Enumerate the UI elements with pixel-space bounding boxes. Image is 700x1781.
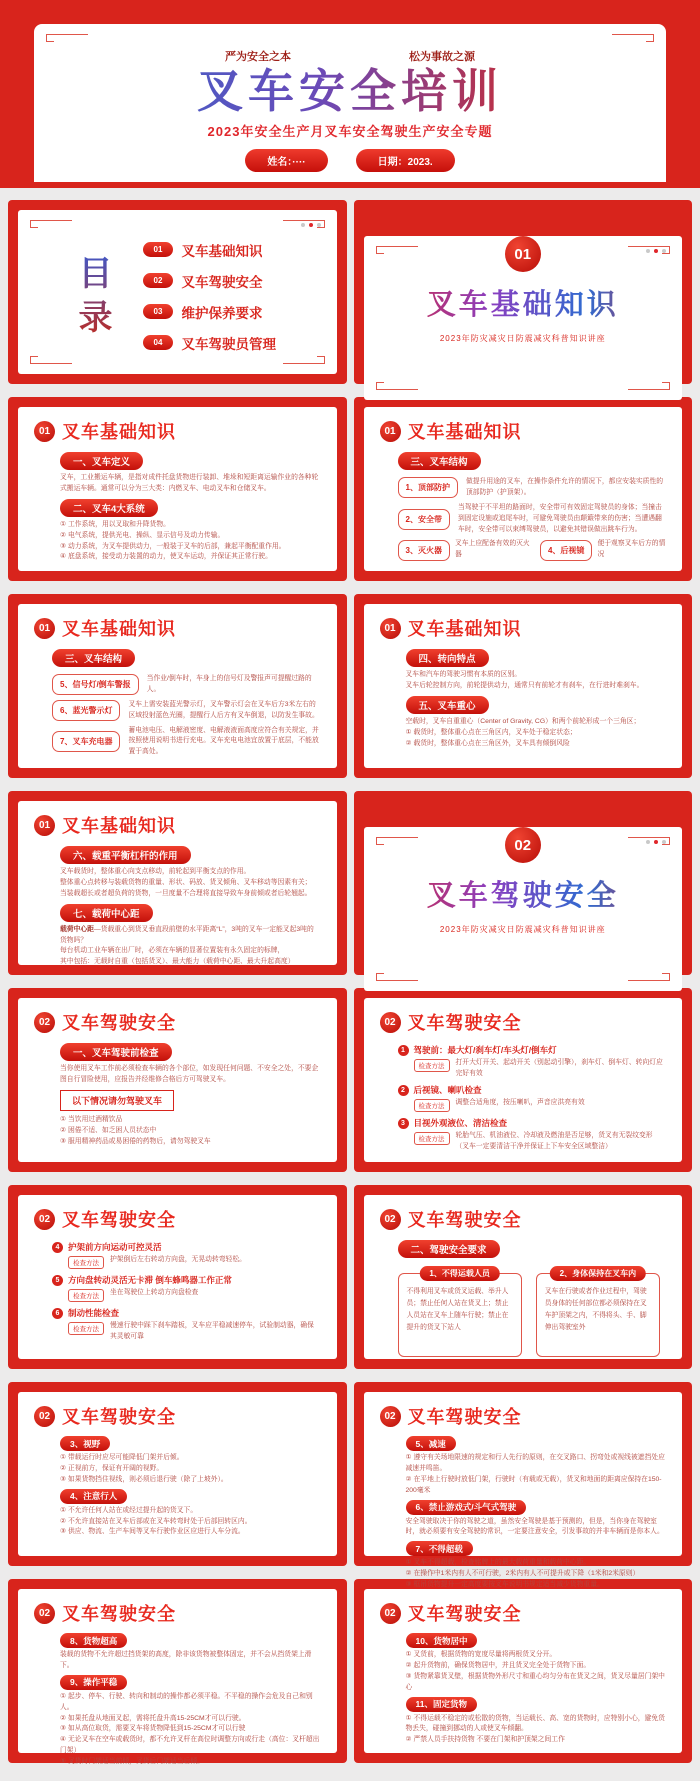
slide-section-02[interactable] (354, 791, 693, 975)
text-line: 空载时，叉车自重重心（Center of Gravity, CG）和两个前轮形成一个三角区； (405, 717, 641, 725)
text-line: 安全驾驶取决于你的驾驶之道，虽然安全驾驶是基于预测的，但是，当你身在驾驶室时，就必须要有安全驾驶的常识，一定要注意安全，引发事故的并非车辆而是你本人。 (405, 1517, 664, 1536)
numbered-item (52, 1241, 321, 1253)
paragraph (60, 1692, 321, 1768)
text-line: ② 在平地上行驶时放低门架，行驶时（有载或无载），货叉和地面的距离应保持在150-200毫米 (405, 1475, 662, 1494)
pagination-dot (654, 840, 658, 844)
paragraph (60, 867, 321, 900)
lead-rest: —货载重心到货叉垂直段前壁的水平距离“L”，3吨的叉车一定能叉起3吨的货物吗？ (60, 925, 314, 944)
corner-ornament (46, 34, 88, 46)
slide-number-badge: 01 (34, 421, 55, 442)
section-pill: 五、叉车重心 (406, 696, 489, 714)
paragraph (406, 1714, 667, 1747)
check-method-row (68, 1321, 321, 1342)
toc-item-label: 叉车基础知识 (181, 243, 263, 259)
slide-driving-precheck[interactable] (8, 988, 347, 1172)
warning-box: 以下情况请勿驾驶叉车 (60, 1090, 174, 1111)
text-line: ① 不允许任何人站在或经过提升起的货叉下。 (60, 1506, 198, 1514)
requirement-box-title: 2、身体保持在叉车内 (550, 1266, 646, 1281)
numbered-item (398, 1044, 667, 1056)
section-pill: 六、载重平衡杠杆的作用 (60, 846, 191, 864)
numbered-item (52, 1274, 321, 1286)
section-number-circle: 02 (505, 827, 541, 863)
slide-title: 叉车基础知识 (62, 422, 176, 442)
toc-item-number: 03 (143, 304, 174, 319)
labeled-row (52, 674, 321, 696)
paragraph (60, 1115, 321, 1148)
toc-item-label: 维护保养要求 (181, 305, 263, 321)
toc-title (79, 252, 113, 340)
sub-section-pill: 7、不得超载 (406, 1541, 473, 1556)
pagination-dot (301, 223, 305, 227)
text-line: 装载的货物不允许超过挡货架的高度，除非该货物被整体固定，并不会从挡货架上滑下。 (60, 1651, 312, 1669)
slide-basics-load-center[interactable] (8, 791, 347, 975)
numbered-item (398, 1117, 667, 1129)
pagination-dot (662, 840, 666, 844)
text-line: 叉车后轮控制方向，前轮提供动力，通常只有前轮才有刹车，在行进时难刹车。 (405, 681, 644, 689)
slide-title: 叉车驾驶安全 (407, 1013, 522, 1033)
check-method-tag: 检查方法 (68, 1256, 104, 1269)
check-method-row (414, 1058, 667, 1079)
text-line: ④ 底盘系统，接受动力装置的动力，使叉车运动，并保证其正常行驶。 (60, 553, 272, 561)
check-method-text: 坐在驾驶位上转动方向盘检查 (110, 1289, 199, 1296)
check-method-row (68, 1288, 321, 1302)
toc-item-number: 02 (143, 273, 174, 288)
labeled-row (52, 726, 321, 759)
slide-title: 叉车驾驶安全 (407, 1407, 522, 1427)
pagination-dots (646, 840, 666, 844)
sub-section-pill: 4、注意行人 (60, 1489, 127, 1504)
text-line: ③ 货物紧靠货叉壁，根据货物外形尺寸和重心均匀分布在货叉之间，货叉尽量居门架中心 (405, 1672, 665, 1691)
sub-section-pill: 11、固定货物 (406, 1697, 478, 1712)
section-subtitle: 2023年防灾减灾日防震减灾科普知识讲座 (439, 925, 606, 934)
paragraph (60, 946, 321, 968)
item-number-circle: 1 (398, 1045, 409, 1056)
corner-ornament (612, 34, 654, 46)
item-number-circle: 5 (52, 1275, 63, 1286)
item-number-circle: 6 (52, 1308, 63, 1319)
toc-title-char: 录 (78, 299, 113, 337)
slide-basics-structure-2[interactable] (8, 594, 347, 778)
slide-number-badge: 01 (380, 618, 401, 639)
pagination-dots (646, 249, 666, 253)
toc-item[interactable] (143, 302, 276, 322)
text-line: ③ 框吊货物提升一定高度要按叉车说明书规定适当减少货物重量。 (405, 1581, 604, 1588)
text-line: 叉车，工业搬运车辆，是指对成件托盘货物进行装卸、堆垛和短距离运输作业的各种轮式搬运车辆。通常可以分为三大类：内燃叉车、电动叉车和仓储叉车。 (60, 474, 319, 492)
check-method-text: 轮胎气压、机油液位、冷却液及燃油是否足够，货叉有无裂纹变形（叉车一定要清洁干净并保证上下车安全区域整洁） (455, 1132, 653, 1150)
labeled-row-pair (398, 539, 667, 561)
section-pill: 二、驾驶安全要求 (398, 1240, 500, 1258)
name-pill: 姓名：···· (245, 149, 327, 172)
text-line: ② 起升货物前，确保货物居中，并且货叉完全处于货物下面。 (405, 1661, 591, 1669)
paragraph (406, 1650, 667, 1694)
toc-item-label: 叉车驾驶员管理 (181, 336, 276, 352)
slide-title: 叉车驾驶安全 (407, 1604, 522, 1624)
item-label: 制动性能检查 (68, 1308, 120, 1318)
text-line: ① 带载运行时应尽可能降低门架并后倾。 (60, 1454, 184, 1461)
cover-title: 叉车安全培训 (34, 66, 666, 117)
toc-item[interactable] (143, 240, 276, 260)
item-number-circle: 4 (52, 1242, 63, 1253)
section-pill: 二、叉车4大系统 (60, 499, 158, 517)
slide-number-badge: 02 (34, 1209, 55, 1230)
corner-ornament (376, 969, 418, 981)
requirement-box (398, 1269, 522, 1357)
labeled-row (398, 503, 667, 536)
pagination-dot (317, 223, 321, 227)
slide-title: 叉车基础知识 (62, 619, 176, 639)
paragraph (406, 670, 667, 692)
pagination-dot (662, 249, 666, 253)
paragraph (60, 520, 321, 564)
text-line: ① 叉货前，根据货物的宽度尽量将两根货叉分开。 (405, 1651, 557, 1658)
slide-number-badge: 02 (380, 1012, 401, 1033)
item-number-circle: 3 (398, 1118, 409, 1129)
text-line: 每台机动工业车辆在出厂时，必须在车辆的显著位置装有永久固定的标牌， (60, 947, 285, 955)
item-text: 叉车上需安装蓝光警示灯，叉车警示灯会在叉车后方3米左右的区域投射蓝色光圈，提醒行人后方有叉车倒退，以防发生事故。 (128, 700, 319, 719)
slide-title: 叉车驾驶安全 (62, 1604, 176, 1624)
pagination-dot (654, 249, 658, 253)
slide-number-badge: 02 (380, 1406, 401, 1427)
slide-number-badge: 02 (34, 1406, 55, 1427)
date-pill: 日期：2023. (356, 149, 455, 172)
paragraph (406, 717, 667, 750)
text-line: ① 起步、停车、行驶、转向和制动的操作都必须平稳。不平稳的操作会危及自己和别人。 (60, 1692, 313, 1711)
sub-section-pill: 10、货物居中 (406, 1633, 478, 1648)
slide-title: 叉车基础知识 (407, 422, 522, 442)
item-number-circle: 2 (398, 1085, 409, 1096)
paragraph (60, 473, 321, 495)
requirement-box (536, 1269, 660, 1357)
text-line: ⑤ 叉货时门架适当前倾，叉货后门架适当后倾。 (60, 1758, 204, 1765)
slide-number-badge: 01 (380, 421, 401, 442)
text-line: ② 如果托盘从地面叉起，需将托盘升高15-25CM才可以行驶。 (60, 1714, 246, 1722)
slide-number-badge: 02 (380, 1209, 401, 1230)
text-line: ① 工作系统，用以叉取和升降货物。 (60, 520, 170, 528)
requirement-box-text: 不得利用叉车或货叉运载、举升人员；禁止任何人站在货叉上；禁止人员站在叉车上随车行驶；禁止在提升的货叉下站人 (406, 1288, 509, 1331)
corner-ornament (376, 837, 418, 849)
numbered-item (52, 1307, 321, 1319)
section-pill: 三、叉车结构 (398, 452, 481, 470)
pagination-dot (309, 223, 313, 227)
corner-ornament (628, 969, 670, 981)
labeled-row (540, 539, 666, 561)
item-text: 叉车上应配备有效的灭火器 (454, 540, 530, 559)
slide-number-badge: 02 (34, 1012, 55, 1033)
cover-panel (34, 24, 666, 182)
cover-subtitle: 2023年安全生产月叉车安全驾驶生产安全专题 (207, 123, 493, 139)
paragraph (406, 1453, 667, 1497)
labeled-row (52, 700, 321, 722)
item-label-box: 4、后视镜 (540, 540, 592, 561)
check-method-text: 护架倒后左右转动方向盘，无晃动转弯轻松。 (110, 1256, 246, 1263)
text-line: ① 载货时，整体重心点在三角区内，叉车处于稳定状态； (405, 728, 577, 736)
check-method-tag: 检查方法 (68, 1289, 104, 1302)
pagination-dots (301, 223, 321, 227)
slide-driving-cargo-center[interactable] (354, 1579, 693, 1763)
check-method-tag: 检查方法 (68, 1322, 104, 1335)
labeled-row (398, 477, 667, 499)
section-pill: 一、叉车驾驶前检查 (60, 1043, 172, 1061)
labeled-row (398, 539, 530, 561)
paragraph (60, 1064, 321, 1086)
check-method-text: 调整合适角度，按压喇叭，声音应洪亮有效 (455, 1099, 585, 1107)
text-line: ③ 如从高位取货，需要叉车将货物降低到15-25CM才可以行驶 (60, 1725, 246, 1733)
section-subtitle: 2023年防灾减灾日防震减灾科普知识讲座 (439, 334, 606, 343)
slide-title: 叉车驾驶安全 (407, 1210, 522, 1230)
text-line: ① 遵守有关场地限速的规定和行人先行的原则，在交叉路口、拐弯处或视线被遮挡处应减速并鸣笛。 (405, 1454, 665, 1472)
slide-driving-cargo-height[interactable] (8, 1579, 347, 1763)
item-label-box: 7、叉车充电器 (52, 731, 120, 752)
slide-number-badge: 01 (34, 618, 55, 639)
section-pill: 四、转向特点 (406, 649, 489, 667)
paragraph (60, 1650, 321, 1672)
requirement-boxes (398, 1269, 667, 1357)
slide-driving-check-1[interactable] (354, 988, 693, 1172)
text-line: ① 不得运载不稳定的或松散的货物，当运载长、高、宽的货物时，应特别小心，避免货物丢失，碰撞到挪动的人或使叉车倾翻。 (405, 1714, 665, 1733)
check-method-tag: 检查方法 (414, 1059, 450, 1072)
sub-section-pill: 9、操作平稳 (60, 1675, 127, 1690)
check-method-text: 打开大灯开关、起动开关（别起动引擎），刹车灯、倒车灯、转向灯应完好有效 (455, 1059, 663, 1077)
corner-ornament (376, 378, 418, 390)
item-text: 便于观察叉车后方的情况 (597, 540, 666, 559)
numbered-item (398, 1084, 667, 1096)
slide-driving-speed[interactable] (354, 1382, 693, 1588)
corner-ornament (628, 378, 670, 390)
item-label-box: 3、灭火器 (398, 540, 450, 561)
section-pill: 七、载荷中心距 (60, 904, 153, 922)
paragraph (406, 1558, 667, 1591)
slide-basics-steering[interactable] (354, 594, 693, 778)
pagination-dot (646, 840, 650, 844)
item-label: 护架前方向运动可控灵活 (68, 1242, 162, 1252)
slide-number-badge: 02 (34, 1603, 55, 1624)
slide-number-badge: 02 (380, 1603, 401, 1624)
cover-pills (34, 149, 666, 172)
toc-title-char: 目 (78, 254, 113, 293)
item-label: 方向盘转动灵活无卡滞 倒车蜂鸣器工作正常 (68, 1275, 232, 1285)
slide-basics-definition[interactable] (8, 397, 347, 581)
slide-title: 叉车基础知识 (62, 816, 176, 836)
section-title: 叉车基础知识 (364, 282, 683, 323)
item-label-box: 5、信号灯/倒车警报 (52, 674, 139, 695)
pagination-dot (646, 249, 650, 253)
paragraph (406, 1517, 667, 1539)
paragraph (60, 1506, 321, 1539)
text-line: 当装载超长或者超负荷的货物，一旦度量不合理将直接导致车身前倾或者后轮翘起。 (60, 889, 312, 897)
check-method-tag: 检查方法 (414, 1099, 450, 1112)
text-line: ② 正视前方，保证有开阔的视野。 (60, 1464, 164, 1472)
item-text: 蓄电池电压、电解液密度、电解液液面高度应符合有关规定，并按照使用说明书进行充电。叉车充电电池宜放置于底层，不能放置于高处。 (128, 726, 319, 756)
lead-line (60, 925, 321, 947)
text-line: 整体重心点转移与装载货物的重量、形状、码放、货叉倾角、叉车移动等因素有关； (60, 878, 312, 886)
motto-left: 严为安全之本 (225, 51, 291, 63)
slide-basics-structure-1[interactable] (354, 397, 693, 581)
check-method-tag: 检查方法 (414, 1132, 450, 1145)
text-line: ③ 供应、物流、生产车间等叉车行驶作业区应进行人车分流。 (60, 1528, 245, 1536)
text-line: ④ 无论叉车在空车或载货时，都不允许叉杆在高位时调整方向或行走（高位：叉杆超出门架） (60, 1736, 320, 1755)
text-line: ② 在操作中1米内有人不可行驶，2米内有人不可提升或下降（1米和2米原则） (405, 1570, 640, 1578)
lead-term: 载荷中心距 (60, 925, 94, 933)
text-line: 叉车载货时，整体重心向支点移动，前轮起到平衡支点的作用。 (60, 868, 251, 875)
section-title: 叉车驾驶安全 (364, 873, 683, 914)
toc-item-number: 01 (143, 242, 174, 257)
slide-driving-visibility[interactable] (8, 1382, 347, 1566)
slide-title: 叉车驾驶安全 (62, 1210, 176, 1230)
text-line: ① 叉车不得超载，检查铭牌上的最大载荷重量和载荷中心距。 (405, 1559, 591, 1567)
section-number-circle: 01 (505, 236, 541, 272)
slide-section-01[interactable] (354, 200, 693, 384)
sub-section-pill: 3、视野 (60, 1436, 110, 1451)
item-label: 驾驶前：最大灯/刹车灯/车头灯/倒车灯 (413, 1045, 557, 1055)
slide-title: 叉车基础知识 (407, 619, 522, 639)
text-line: 叉车和汽车的驾驶习惯有本质的区别。 (405, 671, 522, 678)
check-method-row (414, 1131, 667, 1152)
check-method-row (68, 1255, 321, 1269)
sub-section-pill: 6、禁止游戏式/斗气式驾驶 (406, 1500, 527, 1515)
text-line: ③ 动力系统，为叉车提供动力，一般装于叉车的后部，兼起平衡配重作用。 (60, 542, 286, 550)
text-line: 其中包括：无载时自重（包括货叉）、最大能力（载荷中心距、最大升起高度） (60, 958, 295, 966)
toc-item[interactable] (143, 271, 276, 291)
slide-toc[interactable] (8, 200, 347, 384)
requirement-box-text: 叉车在行驶或者作业过程中，驾驶员身体的任何部位都必须保持在叉车护顶架之内，不得将头、手、脚伸出驾驶室外 (544, 1288, 647, 1331)
requirement-box-title: 1、不得运载人员 (419, 1266, 499, 1281)
item-text: 做提升用途的叉车，在操作条件允许的情况下，都应安装实质性的顶部防护（护顶架）。 (465, 478, 664, 496)
sub-section-pill: 8、货物超高 (60, 1633, 127, 1648)
item-label-box: 6、蓝光警示灯 (52, 700, 120, 721)
check-method-row (414, 1098, 667, 1112)
text-line: ② 严禁人员手扶持货物 不要在门架和护顶架之间工作 (405, 1736, 565, 1744)
corner-ornament (376, 246, 418, 258)
section-pill: 一、叉车定义 (60, 452, 143, 470)
slide-title: 叉车驾驶安全 (62, 1013, 176, 1033)
text-line: ② 载货时，整体重心点在三角区外，叉车具有倾倒风险 (405, 739, 570, 747)
check-method-text: 慢速行驶中踩下刹车踏板，叉车应平稳减速停车，试验制动器，确保其灵敏可靠 (110, 1322, 314, 1340)
text-line: ① 当饮用过酒精饮品 (60, 1115, 123, 1123)
item-label: 目视外观液位、清洁检查 (413, 1118, 508, 1129)
toc-item-label: 叉车驾驶安全 (181, 274, 263, 290)
text-line: ③ 服用精神药品或易困倦的药物后，请勿驾驶叉车 (60, 1137, 211, 1145)
text-line: ② 困倦不适、如乏困人员状态中 (60, 1126, 157, 1134)
item-label: 后视镜、喇叭检查 (413, 1085, 482, 1096)
text-line: 当你使用叉车工作前必须检查车辆的各个部位，如发现任何问题、不安全之处，不要企图自行冒险使用，应报告并经维修合格后方可驾驶叉车。 (60, 1065, 319, 1083)
slide-cover[interactable] (0, 0, 700, 188)
item-text: 当作业/倒车时，车身上的信号灯及警报声可提醒过路的人。 (146, 675, 312, 693)
toc-item-number: 04 (143, 335, 174, 350)
section-pill: 三、叉车结构 (52, 649, 135, 667)
cover-mottos (34, 48, 666, 64)
text-line: ② 电气系统，提供光电、操纵、显示信号及动力传输。 (60, 531, 225, 539)
slide-driving-requirements[interactable] (354, 1185, 693, 1369)
item-label-box: 2、安全带 (398, 509, 450, 530)
item-label-box: 1、顶部防护 (398, 477, 458, 498)
text-line: ③ 如果货物挡住视线，则必须后退行驶（除了上坡外）。 (60, 1475, 228, 1483)
paragraph (60, 1453, 321, 1486)
text-line: ② 不允许直接站在叉车后部或在叉车转弯时处于后部回转区内。 (60, 1517, 252, 1525)
slide-grid (0, 188, 700, 1777)
toc-item[interactable] (143, 333, 276, 353)
sub-section-pill: 5、减速 (406, 1436, 456, 1451)
slide-number-badge: 01 (34, 815, 55, 836)
slide-driving-check-2[interactable] (8, 1185, 347, 1369)
slide-title: 叉车驾驶安全 (62, 1407, 176, 1427)
item-text: 当驾驶于不平坦的路面时，安全带可有效固定驾驶员的身体；当撞击到固定设施或追尾车时，可避免驾驶员由颠簸带来的伤害；当遭遇翻车时，安全带可以束缚驾驶员，以避免其错误做出跳车行为。 (457, 503, 662, 533)
motto-right: 松为事故之源 (409, 51, 475, 63)
